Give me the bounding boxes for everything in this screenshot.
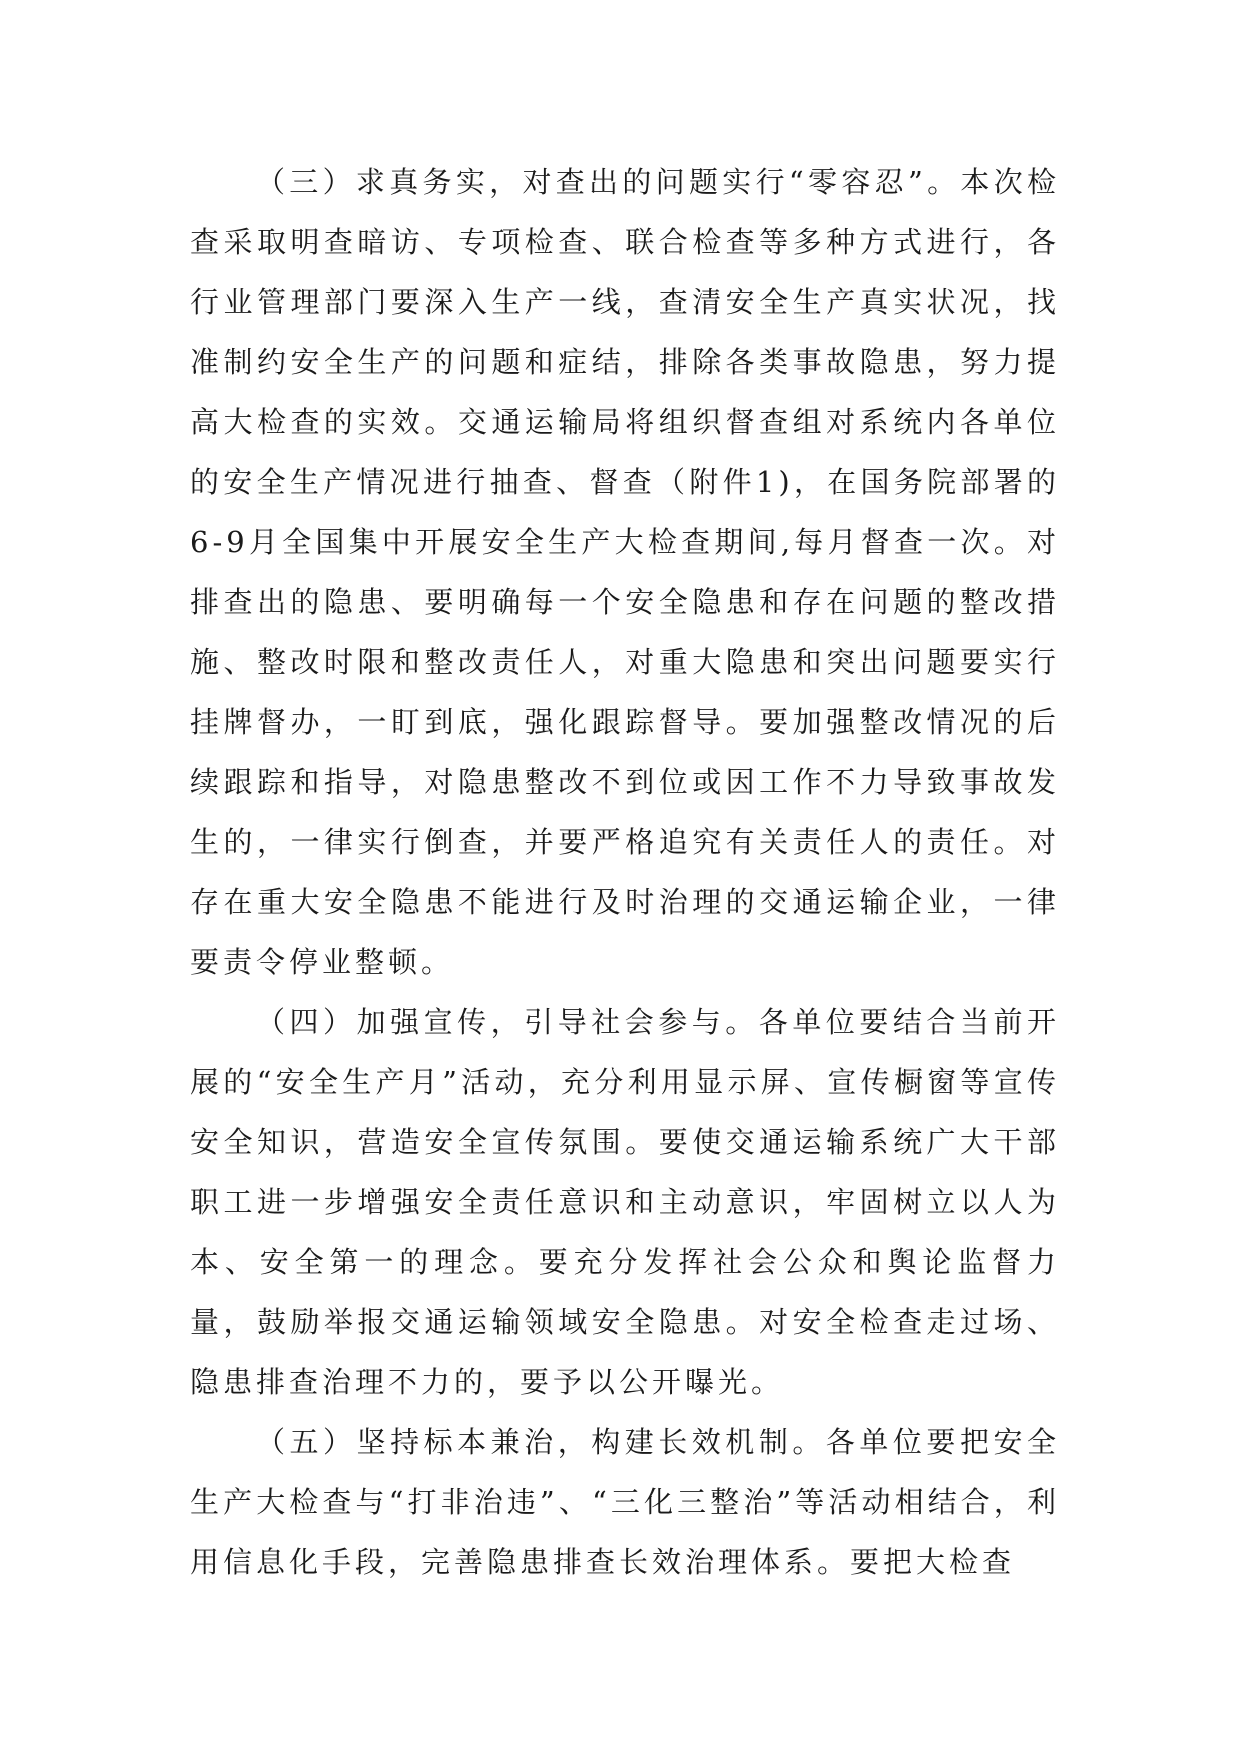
document-body: [190, 152, 1060, 1592]
paragraph-long-term-mechanism: （五）坚持标本兼治，构建长效机制。各单位要把安全生产大检查与“打非治违”、“三化三整治”等活动相结合，利用信息化手段，完善隐患排查长效治理体系。要把大检查: [190, 1425, 1060, 1579]
paragraph-publicity: （四）加强宣传，引导社会参与。各单位要结合当前开展的“安全生产月”活动，充分利用显示屏、宣传橱窗等宣传安全知识，营造安全宣传氛围。要使交通运输系统广大干部职工进一步增强安全责任意识和主动意识，牢固树立以人为本、安全第一的理念。要充分发挥社会公众和舆论监督力量，鼓励举报交通运输领域安全隐患。对安全检查走过场、隐患排查治理不力的，要予以公开曝光。: [190, 1005, 1060, 1399]
paragraph-inspection: （三）求真务实，对查出的问题实行“零容忍”。本次检查采取明查暗访、专项检查、联合检查等多种方式进行，各行业管理部门要深入生产一线，查清安全生产真实状况，找准制约安全生产的问题和症结，排除各类事故隐患，努力提高大检查的实效。交通运输局将组织督查组对系统内各单位的安全生产情况进行抽查、督查（附件1)，在国务院部署的6-9月全国集中开展安全生产大检查期间,每月督查一次。对排查出的隐患、要明确每一个安全隐患和存在问题的整改措施、整改时限和整改责任人，对重大隐患和突出问题要实行挂牌督办，一盯到底，强化跟踪督导。要加强整改情况的后续跟踪和指导，对隐患整改不到位或因工作不力导致事故发生的，一律实行倒查，并要严格追究有关责任人的责任。对存在重大安全隐患不能进行及时治理的交通运输企业，一律要责令停业整顿。: [190, 165, 1060, 979]
